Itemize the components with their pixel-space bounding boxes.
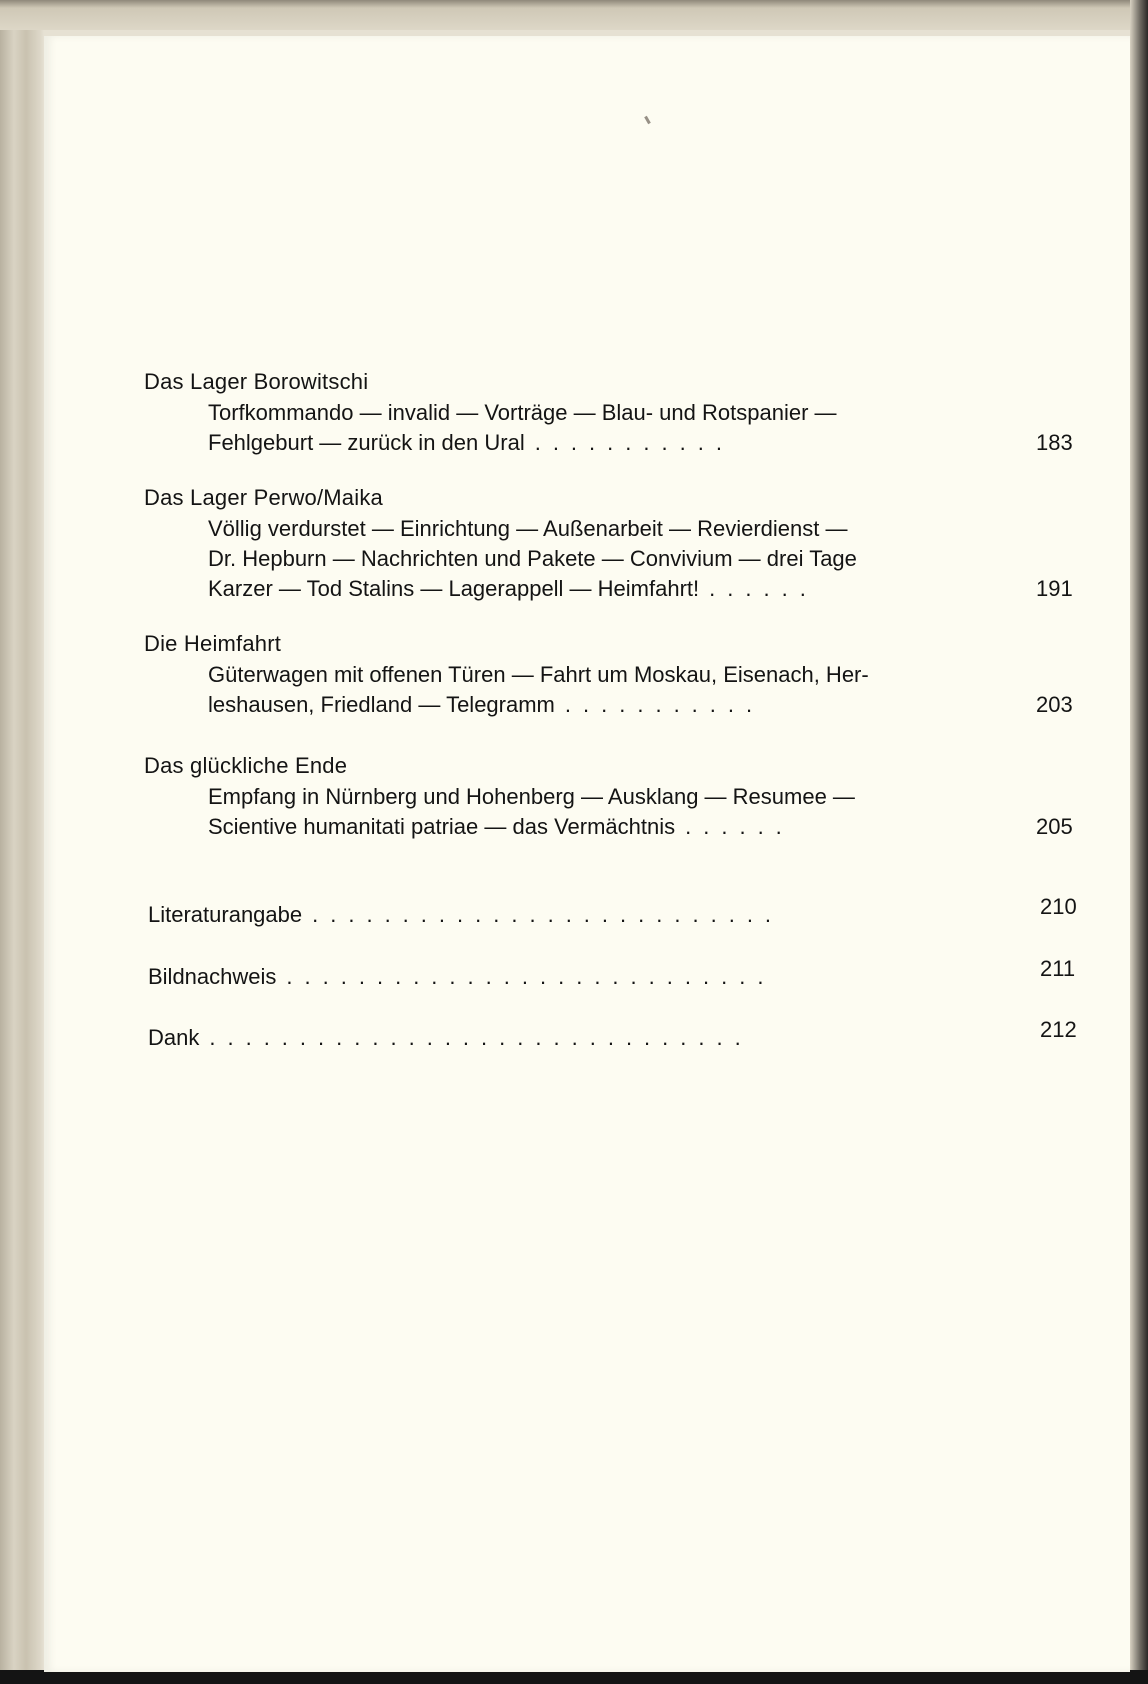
toc-description-line: Empfang in Nürnberg und Hohenberg — Ausklang — Resumee —	[208, 784, 855, 809]
toc-section	[144, 628, 1084, 720]
book-cover-bottom-edge	[0, 1670, 1148, 1684]
toc-page-number: 205	[1036, 814, 1073, 839]
toc-section-description	[208, 782, 970, 842]
toc-section-description	[208, 514, 970, 604]
toc-section	[144, 366, 1084, 458]
toc-description-last-line	[208, 428, 970, 458]
toc-leader-dots: ..............................	[209, 1025, 753, 1050]
toc-entry-title: Dank	[148, 1025, 200, 1050]
toc-section-description	[208, 398, 970, 458]
toc-description-text: leshausen, Friedland — Telegramm	[208, 692, 555, 717]
toc-page-number: 212	[1040, 1017, 1077, 1042]
toc-description-text: Karzer — Tod Stalins — Lagerappell — Heimfahrt!	[208, 576, 700, 601]
toc-description-text: Fehlgeburt — zurück in den Ural	[208, 430, 525, 455]
toc-page-number: 210	[1040, 894, 1077, 919]
book-page	[44, 36, 1130, 1672]
toc-leader-dots: ......	[709, 576, 818, 601]
toc-page-number: 211	[1040, 956, 1076, 981]
toc-page-number: 183	[1036, 430, 1073, 455]
toc-entry-title: Bildnachweis	[148, 964, 277, 989]
toc-entry-title: Literaturangabe	[148, 902, 303, 927]
toc-description-last-line	[208, 690, 970, 720]
toc-section-title: Das Lager Borowitschi	[144, 369, 369, 394]
toc-section-title: Die Heimfahrt	[144, 631, 282, 656]
toc-page-number: 203	[1036, 692, 1073, 717]
toc-leader-dots: ...........	[534, 430, 734, 455]
book-cover-right-edge	[1130, 0, 1148, 1684]
toc-section	[144, 750, 1084, 842]
toc-description-line: Völlig verdurstet — Einrichtung — Außenarbeit — Revierdienst —	[208, 516, 848, 541]
toc-leader-dots: ...........	[564, 692, 765, 717]
toc-description-text: Scientive humanitati patriae — das Vermächtnis	[208, 814, 676, 839]
toc-section-description	[208, 660, 970, 720]
toc-description-last-line	[208, 812, 970, 842]
toc-description-line: Torfkommando — invalid — Vorträge — Blau- und Rotspanier —	[208, 400, 837, 425]
toc-section-title: Das Lager Perwo/Maika	[144, 485, 383, 510]
toc-description-last-line	[208, 574, 970, 604]
toc-entry-literaturangabe	[148, 894, 1077, 932]
toc-entry-bildnachweis	[148, 956, 1076, 994]
toc-leader-dots: ...........................	[286, 964, 776, 989]
toc-leader-dots: ..........................	[312, 902, 784, 927]
toc-description-line: Dr. Hepburn — Nachrichten und Pakete — Convivium — drei Tage	[208, 546, 857, 571]
table-of-contents	[44, 36, 1130, 1672]
book-cover-top-edge	[0, 0, 1148, 30]
toc-page-number: 191	[1036, 576, 1073, 601]
toc-section-title: Das glückliche Ende	[144, 753, 348, 778]
toc-entry-dank	[148, 1017, 1077, 1055]
toc-section	[144, 482, 1084, 604]
toc-description-line: Güterwagen mit offenen Türen — Fahrt um Moskau, Eisenach, Her-	[208, 662, 869, 687]
toc-leader-dots: ......	[685, 814, 794, 839]
